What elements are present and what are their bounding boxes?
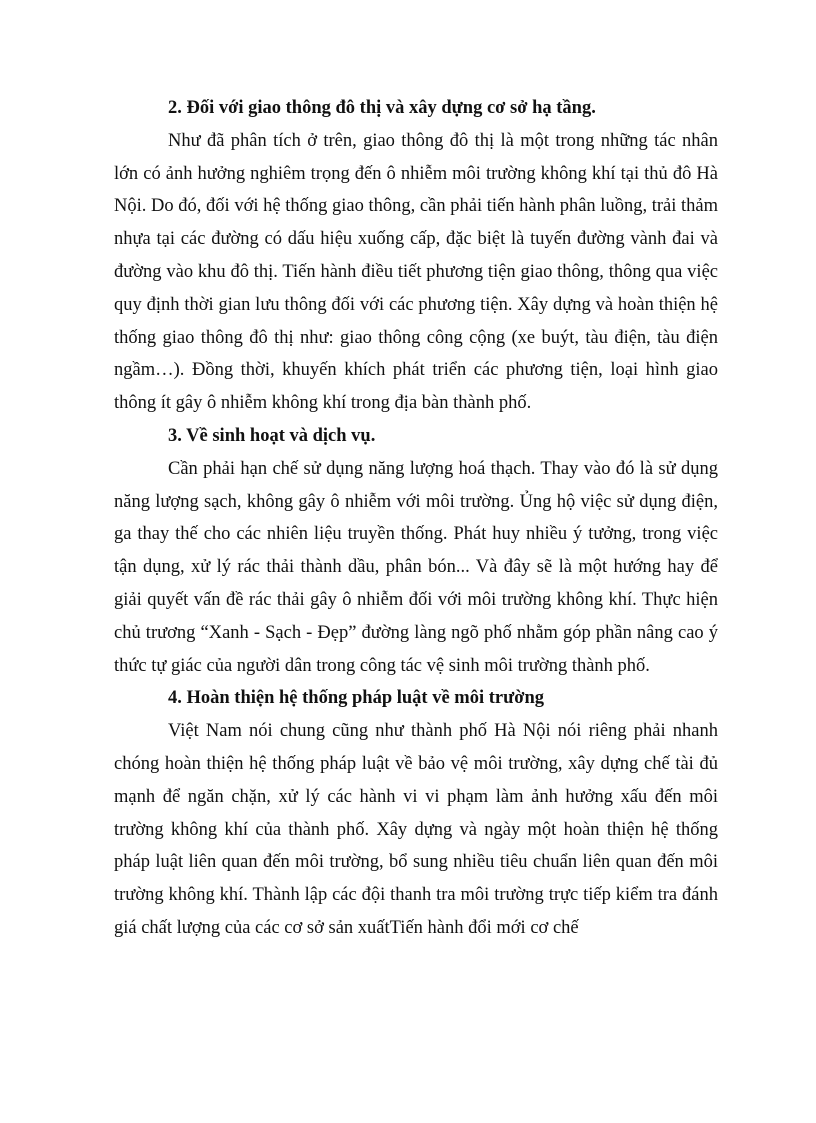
section-paragraph-living-services: Cần phải hạn chế sử dụng năng lượng hoá thạch. Thay vào đó là sử dụng năng lượng sạch, không gây ô nhiễm với môi trường. Ủng hộ việc sử dụng điện, ga thay thế cho các nhiên liệu truyền thống. Phát huy nhiều ý tưởng, trong việc tận dụng, xử lý rác thải thành dầu, phân bón... Và đây sẽ là một hướng hay để giải quyết vấn đề rác thải gây ô nhiễm đối với môi trường không khí. Thực hiện chủ trương “Xanh - Sạch - Đẹp” đường làng ngõ phố nhằm góp phần nâng cao ý thức tự giác của người dân trong công tác vệ sinh môi trường thành phố. (114, 458, 718, 676)
section-paragraph-legal-system: Việt Nam nói chung cũng như thành phố Hà Nội nói riêng phải nhanh chóng hoàn thiện hệ thống pháp luật về bảo vệ môi trường, xây dựng chế tài đủ mạnh để ngăn chặn, xử lý các hành vi vi phạm làm ảnh hưởng xấu đến môi trường không khí của thành phố. Xây dựng và ngày một hoàn thiện hệ thống pháp luật liên quan đến môi trường, bổ sung nhiều tiêu chuẩn liên quan đến môi trường không khí. Thành lập các đội thanh tra môi trường trực tiếp kiểm tra đánh giá chất lượng của các cơ sở sản xuấtTiến hành đổi mới cơ chế (114, 721, 718, 938)
section-heading-transport: 2. Đối với giao thông đô thị và xây dựng cơ sở hạ tầng. (168, 98, 596, 118)
section-paragraph-transport: Như đã phân tích ở trên, giao thông đô thị là một trong những tác nhân lớn có ảnh hưởng nghiêm trọng đến ô nhiễm môi trường không khí tại thủ đô Hà Nội. Do đó, đối với hệ thống giao thông, cần phải tiến hành phân luồng, trải thảm nhựa tại các đường có dấu hiệu xuống cấp, đặc biệt là tuyến đường vành đai và đường vào khu đô thị. Tiến hành điều tiết phương tiện giao thông, thông qua việc quy định thời gian lưu thông đối với các phương tiện. Xây dựng và hoàn thiện hệ thống giao thông đô thị như: giao thông công cộng (xe buýt, tàu điện, tàu điện ngầm…). Đồng thời, khuyến khích phát triển các phương tiện, loại hình giao thông ít gây ô nhiễm không khí trong địa bàn thành phố. (114, 130, 718, 414)
section-heading-legal-system: 4. Hoàn thiện hệ thống pháp luật về môi trường (168, 688, 544, 709)
document-body (114, 92, 718, 945)
section-heading-living-services: 3. Về sinh hoạt và dịch vụ. (168, 425, 376, 446)
